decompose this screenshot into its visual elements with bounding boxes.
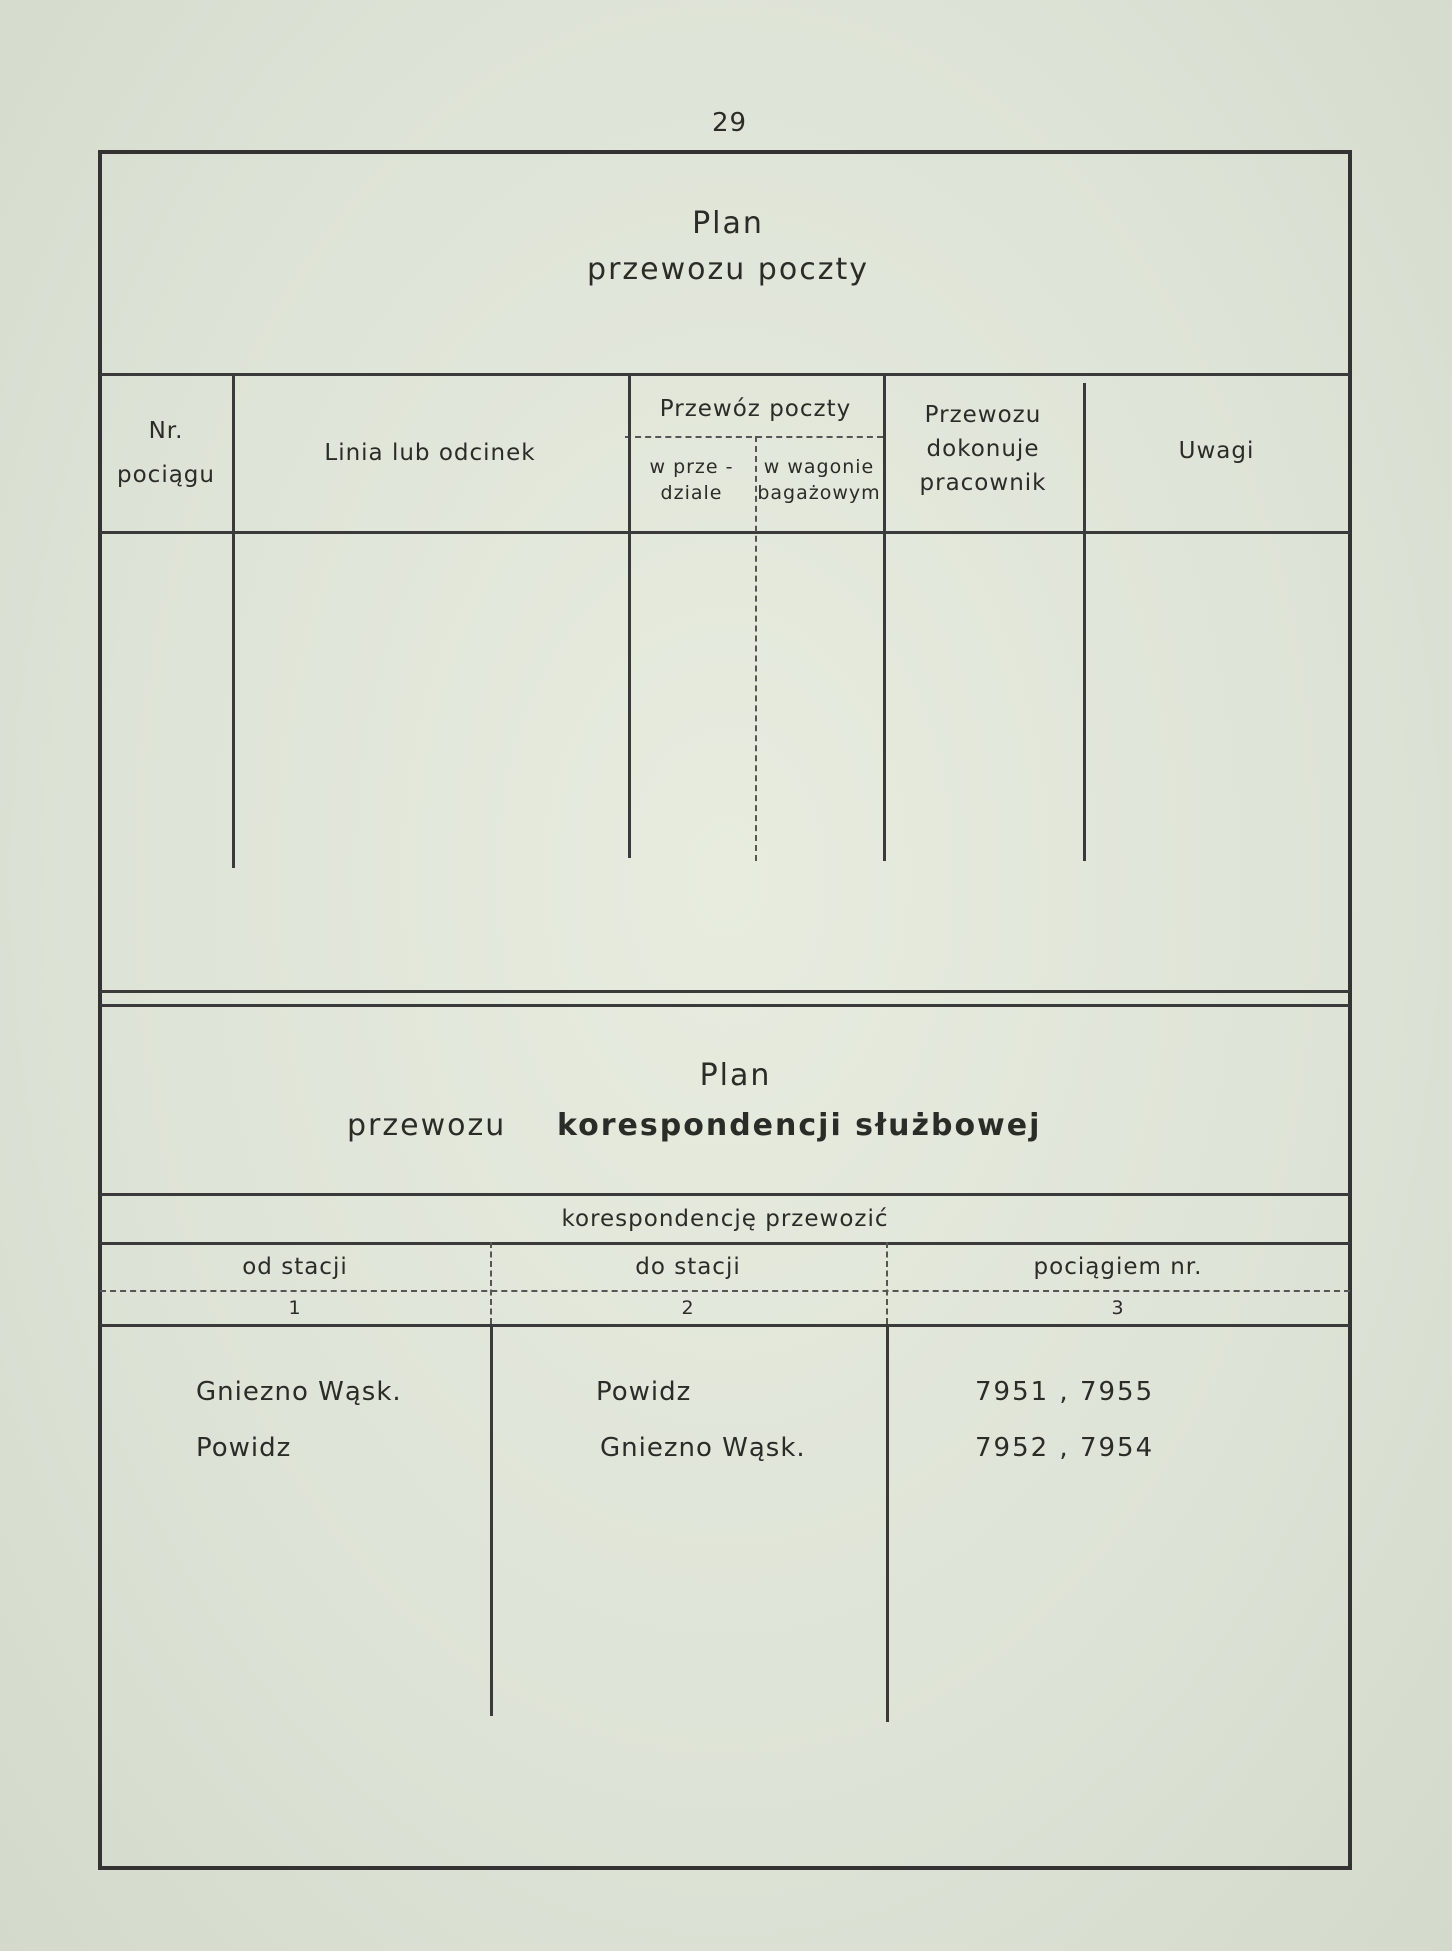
header-carrier-2: dokonuje (926, 436, 1040, 462)
header-baggage-car: w wagonie (763, 456, 875, 478)
column-header-train: pociągiem nr. (1033, 1254, 1203, 1280)
header-carrier: Przewozu (924, 402, 1042, 428)
column-header-rule (100, 1290, 1350, 1292)
header-compartment-2: dziale (660, 482, 723, 504)
official-plan-subtitle: przewozu (347, 1108, 507, 1143)
page-number: 29 (712, 108, 748, 138)
mail-header-top-rule (100, 373, 1350, 376)
column-header-from: od stacji (242, 1254, 348, 1280)
official-plan-subtitle-emphasis: korespondencji służbowej (557, 1108, 1042, 1143)
row-1-from: Gniezno Wąsk. (196, 1377, 402, 1407)
header-remarks: Uwagi (1178, 438, 1255, 464)
column-number-1: 1 (288, 1297, 302, 1319)
column-header-to: do stacji (635, 1254, 741, 1280)
mail-header-bottom-rule (100, 531, 1350, 534)
section-separator-bottom (100, 1004, 1350, 1007)
header-mail-group: Przewóz poczty (659, 396, 852, 422)
row-2-from: Powidz (196, 1433, 292, 1463)
header-carrier-3: pracownik (919, 470, 1047, 496)
mail-group-rule (625, 436, 883, 438)
row-2-trains: 7952 , 7954 (975, 1433, 1155, 1463)
official-group-rule (100, 1242, 1350, 1245)
header-nr: Nr. (148, 418, 184, 444)
col-divider-2 (628, 373, 631, 858)
official-header-divider-1 (490, 1242, 492, 1324)
mail-plan-subtitle: przewozu poczty (587, 252, 869, 287)
official-plan-title: Plan (699, 1058, 772, 1093)
official-group-header: korespondencję przewozić (561, 1206, 889, 1232)
official-col-divider-1 (490, 1324, 493, 1716)
official-header-divider-2 (886, 1242, 888, 1324)
section-separator-top (100, 990, 1350, 993)
header-line: Linia lub odcinek (324, 440, 536, 466)
row-1-to: Powidz (596, 1377, 692, 1407)
official-header-top-rule (100, 1193, 1350, 1196)
column-number-rule (100, 1324, 1350, 1327)
official-col-divider-2 (886, 1324, 889, 1722)
header-nr-train: pociągu (117, 462, 215, 488)
header-compartment: w prze - (649, 456, 734, 478)
row-2-to: Gniezno Wąsk. (600, 1433, 806, 1463)
mail-plan-title: Plan (692, 206, 764, 241)
column-number-2: 2 (681, 1297, 695, 1319)
column-number-3: 3 (1111, 1297, 1125, 1319)
row-1-trains: 7951 , 7955 (975, 1377, 1155, 1407)
header-baggage-car-2: bagażowym (757, 482, 881, 504)
